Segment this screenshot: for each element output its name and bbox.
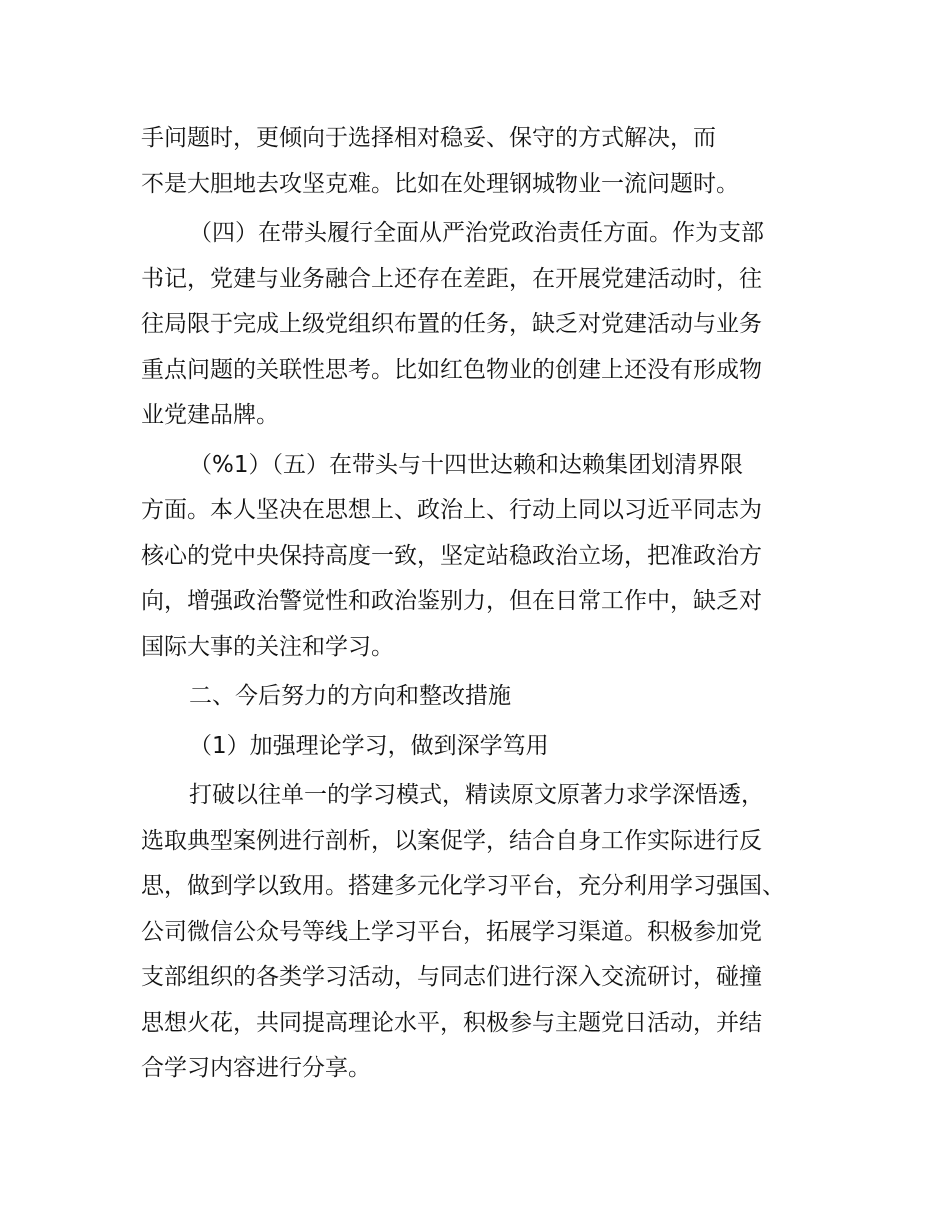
paragraph-p4 xyxy=(141,674,813,720)
text-line: 合学习内容进行分享。 xyxy=(141,1055,371,1081)
text-line: 书记，党建与业务融合上还存在差距，在开展党建活动时，往 xyxy=(141,265,762,292)
text-line: 国际大事的关注和学习。 xyxy=(141,633,394,660)
text-line: 手问题时，更倾向于选择相对稳妥、保守的方式解决，而 xyxy=(141,125,716,151)
text-line: （%1）（五）在带头与十四世达赖和达赖集团划清界限 xyxy=(189,451,743,478)
paragraph-p6 xyxy=(141,773,813,1092)
text-line: 打破以往单一的学习模式，精读原文原著力求学深悟透， xyxy=(189,782,764,808)
paragraph-p1 xyxy=(141,116,813,207)
text-line: 向，增强政治警觉性和政治鉴别力，但在日常工作中，缺乏对 xyxy=(141,588,762,614)
text-line: 方面。本人坚决在思想上、政治上、行动上同以习近平同志为 xyxy=(141,497,762,523)
text-line: 思想火花，共同提高理论水平，积极参与主题党日活动，并结 xyxy=(141,1009,762,1036)
text-line: 核心的党中央保持高度一致，坚定站稳政治立场，把准政治方 xyxy=(141,542,762,569)
paragraph-p3 xyxy=(141,443,813,671)
text-line: 业党建品牌。 xyxy=(141,402,279,428)
text-line: 支部组织的各类学习活动，与同志们进行深入交流研讨，碰撞 xyxy=(141,964,762,990)
text-line: 重点问题的关联性思考。比如红色物业的创建上还没有形成物 xyxy=(141,356,762,383)
text-line: （四）在带头履行全面从严治党政治责任方面。作为支部 xyxy=(189,220,764,246)
text-line: 思，做到学以致用。搭建多元化学习平台，充分利用学习强国、 xyxy=(141,873,785,899)
text-line: 不是大胆地去攻坚克难。比如在处理钢城物业一流问题时。 xyxy=(141,170,739,197)
text-line: （1）加强理论学习，做到深学笃用 xyxy=(189,732,549,759)
document-body xyxy=(141,116,813,1096)
paragraph-p2 xyxy=(141,211,813,439)
paragraph-p5 xyxy=(141,724,813,770)
text-line: 往局限于完成上级党组织布置的任务，缺乏对党建活动与业务 xyxy=(141,311,762,337)
text-line: 公司微信公众号等线上学习平台，拓展学习渠道。积极参加党 xyxy=(141,918,762,945)
text-line: 二、今后努力的方向和整改措施 xyxy=(189,683,511,709)
text-line: 选取典型案例进行剖析，以案促学，结合自身工作实际进行反 xyxy=(141,827,762,854)
